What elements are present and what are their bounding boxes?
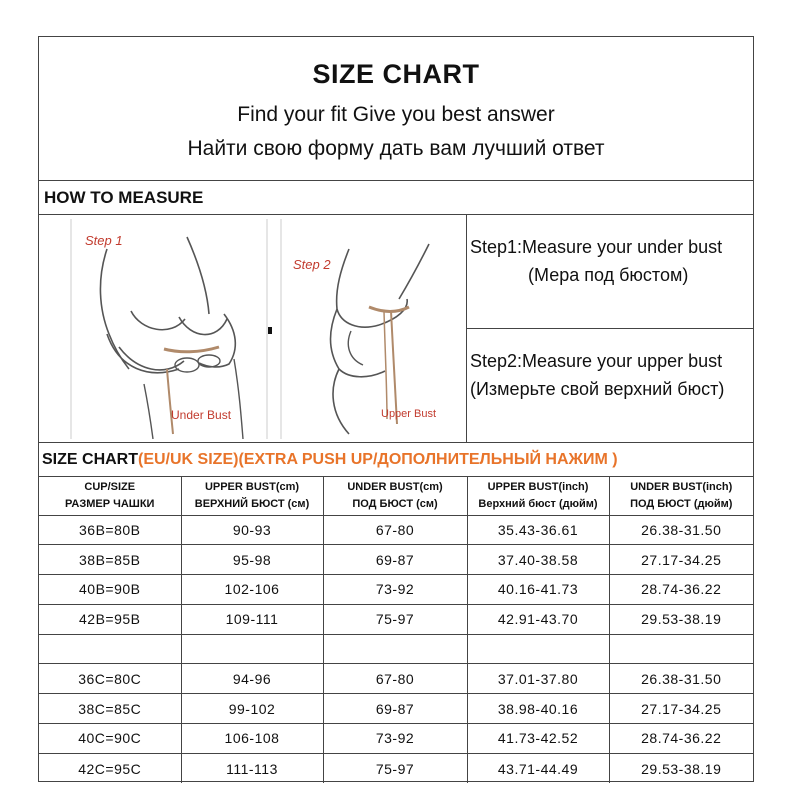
table-cell: 102-106 [181, 575, 323, 605]
column-header: CUP/SIZE РАЗМЕР ЧАШКИ [39, 477, 181, 515]
table-cell: 42.91-43.70 [467, 604, 609, 634]
table-row [39, 694, 753, 724]
step1-text-russian: (Мера под бюстом) [528, 265, 689, 285]
table-cell: 42C=95C [39, 753, 181, 783]
table-cell: 27.17-34.25 [609, 545, 753, 575]
table-cell: 37.40-38.58 [467, 545, 609, 575]
how-to-measure-section [39, 215, 753, 443]
table-cell: 26.38-31.50 [609, 515, 753, 545]
table-cell: 36B=80B [39, 515, 181, 545]
chart-header [39, 37, 753, 181]
size-chart-sheet [38, 36, 754, 782]
step2-instruction [467, 329, 753, 443]
table-row [39, 575, 753, 605]
table-cell: 41.73-42.52 [467, 724, 609, 754]
table-cell: 69-87 [323, 694, 467, 724]
page-title: SIZE CHART [312, 59, 480, 89]
table-cell: 106-108 [181, 724, 323, 754]
upper-bust-illustration [279, 219, 467, 439]
table-cell: 73-92 [323, 575, 467, 605]
step2-figure-label: Step 2 [293, 257, 331, 272]
step2-text: Step2:Measure your upper bust (Измерьте свой верхний бюст) [470, 351, 725, 399]
table-cell: 99-102 [181, 694, 323, 724]
measure-steps [466, 215, 753, 443]
table-row [39, 753, 753, 783]
table-row [39, 515, 753, 545]
table-cell: 69-87 [323, 545, 467, 575]
subtitle-english: Find your fit Give you best answer [237, 103, 555, 126]
table-row [39, 664, 753, 694]
table-cell: 67-80 [323, 664, 467, 694]
table-cell: 38C=85C [39, 694, 181, 724]
table-cell: 43.71-44.49 [467, 753, 609, 783]
column-header: UPPER BUST(cm) ВЕРХНИЙ БЮСТ (см) [181, 477, 323, 515]
size-chart-heading-qualifier: (EU/UK SIZE)(EXTRA PUSH UP/ДОПОЛНИТЕЛЬНЫЙ НАЖИМ ) [138, 451, 618, 468]
table-cell: 26.38-31.50 [609, 664, 753, 694]
table-cell [609, 634, 753, 664]
table-row [39, 634, 753, 664]
table-cell [467, 634, 609, 664]
table-cell: 28.74-36.22 [609, 575, 753, 605]
table-cell: 109-111 [181, 604, 323, 634]
table-row [39, 604, 753, 634]
table-cell: 38.98-40.16 [467, 694, 609, 724]
upper-bust-caption: Upper Bust [381, 408, 437, 420]
step1-instruction [467, 215, 753, 329]
size-chart-heading [39, 443, 753, 477]
subtitle-russian: Найти свою форму дать вам лучший ответ [187, 137, 605, 160]
table-header-row [39, 477, 753, 515]
table-cell: 29.53-38.19 [609, 604, 753, 634]
column-header: UPPER BUST(inch) Верхний бюст (дюйм) [467, 477, 609, 515]
table-cell: 40B=90B [39, 575, 181, 605]
table-cell: 29.53-38.19 [641, 760, 722, 777]
under-bust-caption: Under Bust [171, 408, 232, 422]
table-cell: 111-113 [181, 753, 323, 783]
table-cell: 37.01-37.80 [467, 664, 609, 694]
size-chart-heading-main: SIZE CHART [42, 451, 138, 468]
under-bust-illustration [69, 219, 269, 439]
table-cell: 67-80 [323, 515, 467, 545]
size-table [39, 477, 753, 783]
table-cell [323, 634, 467, 664]
table-cell: 75-97 [323, 604, 467, 634]
column-header: UNDER BUST(inch) ПОД БЮСТ (дюйм) [609, 477, 753, 515]
table-cell: 28.74-36.22 [609, 724, 753, 754]
table-cell: 40.16-41.73 [467, 575, 609, 605]
table-cell: 40C=90C [39, 724, 181, 754]
divider-mark [268, 327, 272, 334]
table-cell [181, 634, 323, 664]
how-to-measure-heading: HOW TO MEASURE [39, 181, 753, 215]
step1-text: Step1:Measure your under bust [470, 237, 723, 257]
table-cell: 75-97 [323, 753, 467, 783]
step1-figure-label: Step 1 [85, 233, 123, 248]
table-cell: 90-93 [181, 515, 323, 545]
table-cell: 35.43-36.61 [467, 515, 609, 545]
table-cell: 42B=95B [39, 604, 181, 634]
table-row [39, 545, 753, 575]
table-cell: 73-92 [323, 724, 467, 754]
table-cell: 95-98 [181, 545, 323, 575]
table-cell: 36C=80C [39, 664, 181, 694]
table-row [39, 724, 753, 754]
table-cell: 38B=85B [39, 545, 181, 575]
table-cell: 27.17-34.25 [609, 694, 753, 724]
table-cell [39, 634, 181, 664]
column-header: UNDER BUST(cm) ПОД БЮСТ (см) [323, 477, 467, 515]
table-cell: 94-96 [181, 664, 323, 694]
